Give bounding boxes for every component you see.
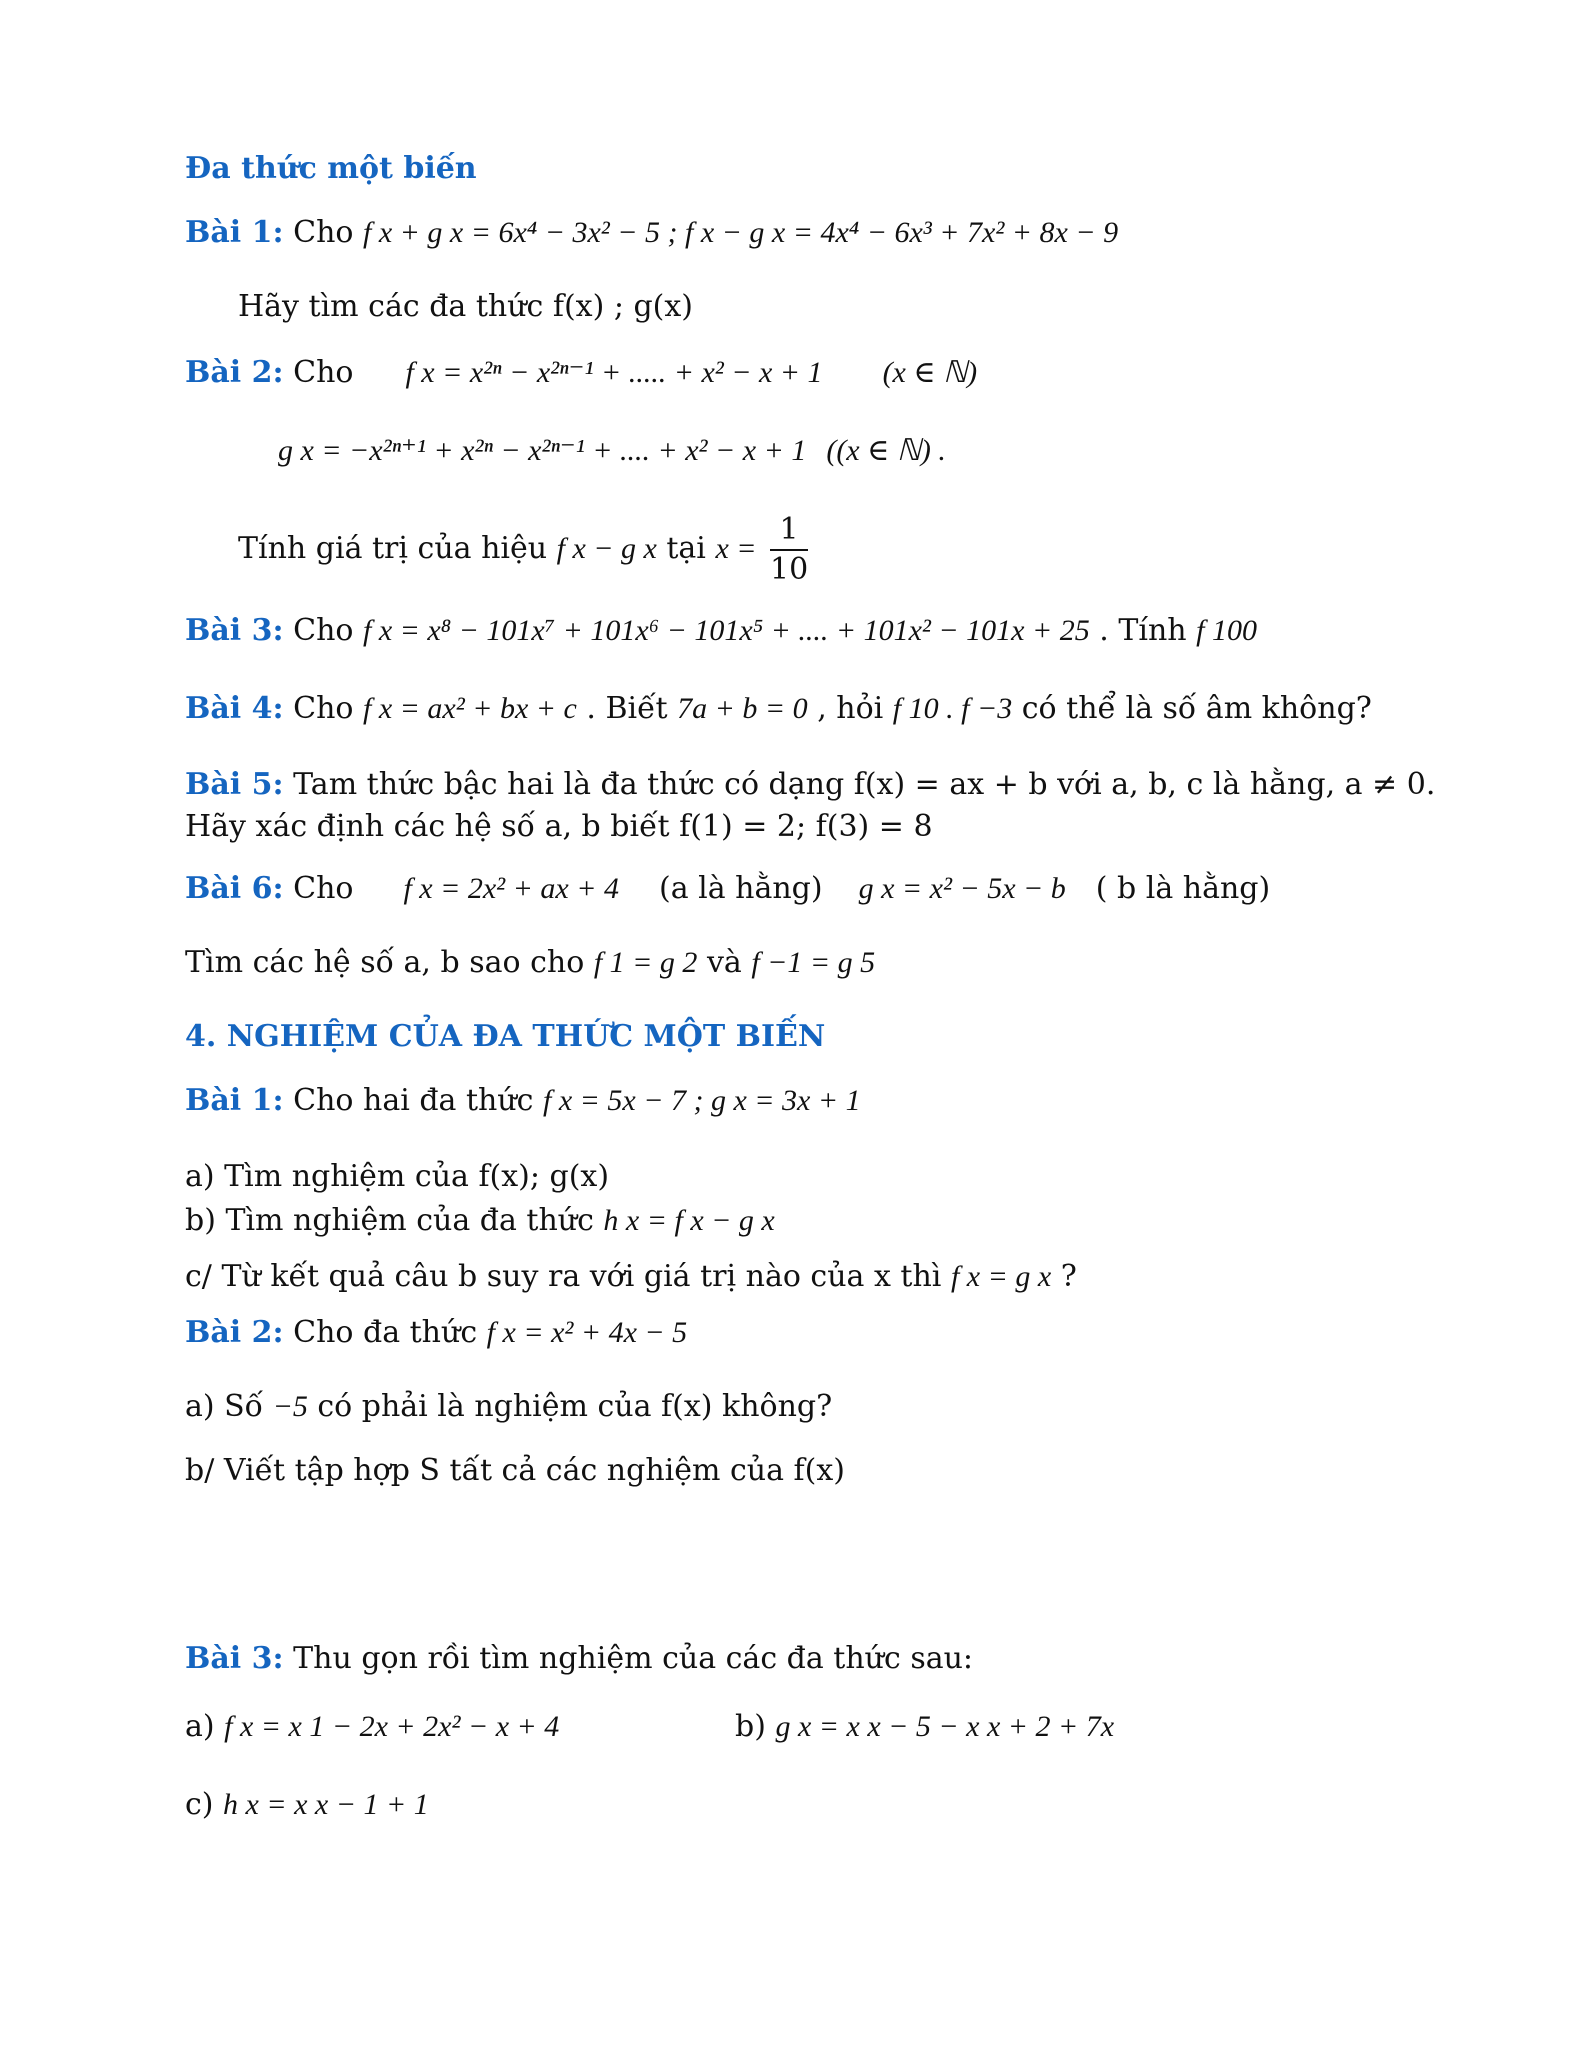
exercise-2-question: [238, 508, 808, 590]
exercise-label: Bài 2:: [185, 1315, 284, 1350]
exercise-1: [185, 214, 1118, 252]
x-equals: x =: [715, 532, 764, 565]
formula: f x = 5x − 7 ; g x = 3x + 1: [543, 1084, 861, 1117]
condition-g: ((x ∈ ℕ) .: [826, 434, 946, 467]
root-exercise-1b: [185, 1202, 775, 1240]
root-exercise-2a: [185, 1388, 832, 1426]
root-exercise-3b: [735, 1708, 1114, 1746]
formula: f x = x⁸ − 101x⁷ + 101x⁶ − 101x⁵ + .... + 101x² − 101x + 25: [363, 614, 1090, 647]
formula-3: f 10 . f −3: [892, 692, 1013, 725]
exercise-label: Bài 5:: [185, 767, 284, 802]
exercise-text: Cho: [283, 613, 364, 648]
formula-g: g x = −x²ⁿ⁺¹ + x²ⁿ − x²ⁿ⁻¹ + .... + x² − x + 1: [278, 434, 807, 467]
fraction-denominator: 10: [770, 552, 809, 587]
exercise-label: Bài 6:: [185, 871, 284, 906]
fraction-numerator: 1: [770, 511, 808, 551]
formula-diff: f x − g x: [556, 532, 657, 565]
exercise-label: Bài 1:: [185, 215, 284, 250]
item-prefix: b): [735, 1709, 776, 1744]
formula-f: f x = x²ⁿ − x²ⁿ⁻¹ + ..... + x² − x + 1: [405, 356, 823, 389]
root-exercise-2b: b/ Viết tập hợp S tất cả các nghiệm của f(x): [185, 1453, 845, 1488]
formula-f: f x = 2x² + ax + 4: [403, 872, 619, 905]
exercise-4: [185, 690, 1372, 728]
question-tail: ?: [1051, 1259, 1077, 1294]
formula: f x = x 1 − 2x + 2x² − x + 4: [224, 1710, 560, 1743]
item-prefix: c): [185, 1787, 224, 1822]
section-title-polynomials: Đa thức một biến: [185, 151, 477, 186]
root-exercise-1a: a) Tìm nghiệm của f(x); g(x): [185, 1159, 610, 1194]
exercise-text: Cho hai đa thức: [283, 1083, 544, 1118]
condition-f: (a là hằng): [658, 871, 823, 906]
item-prefix: a): [185, 1709, 225, 1744]
exercise-mid: . Biết: [576, 691, 678, 726]
exercise-2: [185, 354, 977, 392]
formula-2: 7a + b = 0: [677, 692, 808, 725]
question-text: b) Tìm nghiệm của đa thức: [185, 1203, 604, 1238]
exercise-6: [185, 870, 1270, 908]
exercise-2-g: [278, 432, 946, 470]
formula: f 1 = g 2: [593, 946, 698, 979]
formula-2: f −1 = g 5: [751, 946, 876, 979]
exercise-label: Bài 1:: [185, 1083, 284, 1118]
exercise-tail: . Tính: [1089, 613, 1197, 648]
exercise-text: Cho: [283, 355, 354, 390]
fraction: [770, 511, 808, 589]
formula: f x = x² + 4x − 5: [486, 1316, 688, 1349]
exercise-5: [185, 764, 1445, 848]
question-text: c/ Từ kết quả câu b suy ra với giá trị nào của x thì: [185, 1259, 951, 1294]
exercise-label: Bài 3:: [185, 613, 284, 648]
root-exercise-1c: [185, 1258, 1077, 1296]
root-exercise-1: [185, 1082, 861, 1120]
exercise-text: Cho đa thức: [283, 1315, 487, 1350]
exercise-text: Cho: [283, 691, 364, 726]
root-exercise-3c: [185, 1786, 429, 1824]
exercise-text: Cho: [283, 871, 354, 906]
section-title-roots: 4. NGHIỆM CỦA ĐA THỨC MỘT BIẾN: [185, 1019, 826, 1054]
exercise-label: Bài 4:: [185, 691, 284, 726]
formula: f x = g x: [950, 1260, 1052, 1293]
question-text: Tìm các hệ số a, b sao cho: [185, 945, 594, 980]
formula-g: g x = x² − 5x − b: [858, 872, 1066, 905]
formula: −5: [272, 1390, 308, 1423]
exercise-text: Thu gọn rồi tìm nghiệm của các đa thức sau:: [283, 1641, 974, 1676]
condition-g: ( b là hằng): [1095, 871, 1271, 906]
condition-f: (x ∈ ℕ): [882, 356, 978, 389]
exercise-mid-2: , hỏi: [807, 691, 893, 726]
exercise-label: Bài 2:: [185, 355, 284, 390]
root-exercise-2: [185, 1314, 687, 1352]
question-and: và: [697, 945, 752, 980]
formula-tail: f 100: [1196, 614, 1257, 647]
exercise-1-question: Hãy tìm các đa thức f(x) ; g(x): [238, 289, 693, 324]
formula: g x = x x − 5 − x x + 2 + 7x: [775, 1710, 1115, 1743]
formula: f x = ax² + bx + c: [363, 692, 577, 725]
exercise-tail: có thể là số âm không?: [1012, 691, 1372, 726]
question-tai: tại: [656, 531, 716, 566]
exercise-3: [185, 612, 1257, 650]
question-text: a) Số: [185, 1389, 273, 1424]
formula: h x = x x − 1 + 1: [223, 1788, 429, 1821]
exercise-6-question: [185, 944, 875, 982]
exercise-label: Bài 3:: [185, 1641, 284, 1676]
question-tail: có phải là nghiệm của f(x) không?: [307, 1389, 833, 1424]
root-exercise-3a: [185, 1708, 559, 1746]
question-text: Tính giá trị của hiệu: [238, 531, 557, 566]
root-exercise-3: [185, 1640, 973, 1678]
exercise-text: Cho: [283, 215, 364, 250]
formula: h x = f x − g x: [603, 1204, 775, 1237]
exercise-text: Tam thức bậc hai là đa thức có dạng f(x) = ax + b với a, b, c là hằng, a ≠ 0. Hãy xác định các hệ số a, b biết f(1) = 2; f(3) = 8: [185, 767, 1436, 844]
formula: f x + g x = 6x⁴ − 3x² − 5 ; f x − g x = 4x⁴ − 6x³ + 7x² + 8x − 9: [363, 216, 1119, 249]
